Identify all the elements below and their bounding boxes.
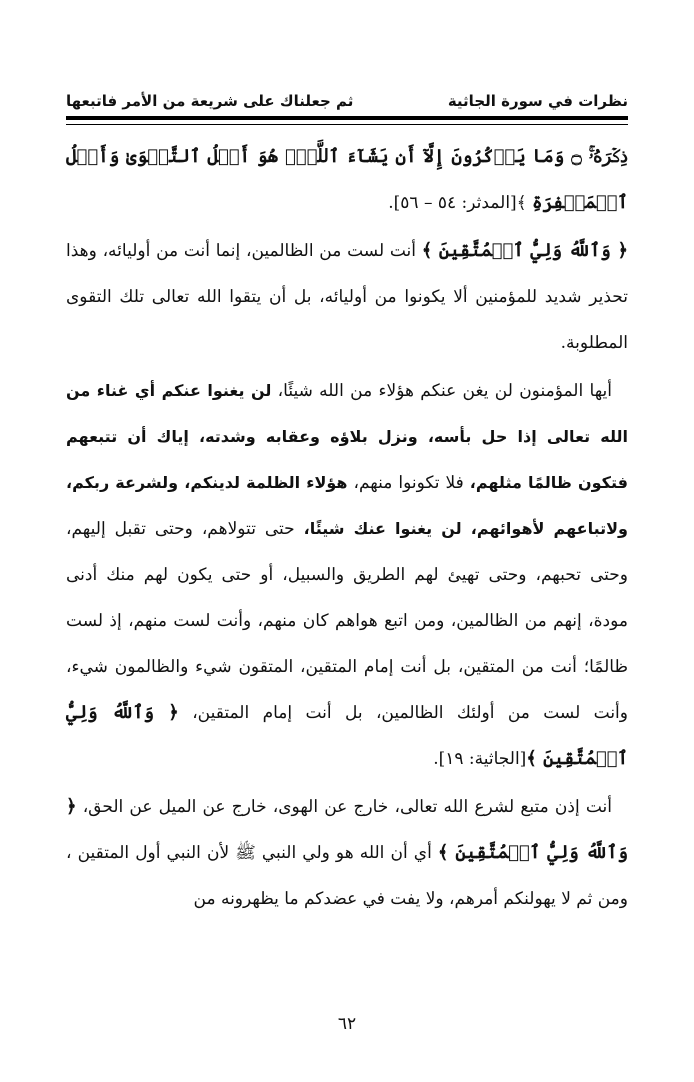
verse-reference: ﴾[المدثر: ٥٤ – ٥٦]. (388, 193, 527, 213)
paragraph-text: أنت لست من الظالمين، إنما أنت من أوليائه، وهذا تحذير شديد للمؤمنين ألا يكونوا من أوليائه، بل أن يتقوا الله تعالى تلك التقوى المطلوبة. (66, 241, 628, 353)
paragraph-text: حتى تتولاهم، وحتى تقبل إليهم، وحتى تحبهم، وحتى تهيئ لهم الطريق والسبيل، أو حتى يكون لهم منك أدنى مودة، إنهم من الظالمين، ومن اتبع هواهم كان منهم، وأنت لست منهم، إذ لست ظالمًا؛ أنت من المتقين، بل أنت إمام المتقين، المتقون شيء والظالمون شيء، وأنت لست من أولئك الظالمين، بل أنت إمام المتقين، (66, 519, 628, 723)
paragraph-3 (66, 368, 628, 782)
paragraph-1 (66, 134, 628, 226)
book-title: نظرات في سورة الجاثية (447, 92, 628, 110)
paragraph-2 (66, 228, 628, 366)
header-rule-thin (66, 124, 628, 125)
paragraph-text: أي أن الله هو ولي النبي ﷺ لأن النبي أول المتقين ، ومن ثم لا يهولنكم أمرهم، ولا يفت في عضدكم ما يظهرونه من (66, 843, 628, 909)
bold-text: هؤلاء الظلمة لدينكم، ولشرعة ربكم، ولاتباعهم لأهوائهم، لن يغنوا عنك شيئًا، (66, 473, 628, 538)
quran-verse: ذِكۡرَهُۥۚ ۝ وَمَا يَذۡكُرُونَ إِلَّآ أَن يَشَآءَ ٱللَّهُۚ هُوَ أَهۡلُ ٱلتَّقۡوَىٰ وَأَهۡلُ ٱلۡمَغۡفِرَةِ (66, 146, 628, 213)
header-rule-thick (66, 116, 628, 120)
quran-verse: ﴿ وَٱللَّهُ وَلِيُّ ٱلۡمُتَّقِينَ ﴾ (66, 702, 628, 769)
verse-reference: [الجاثية: ١٩]. (433, 749, 527, 769)
paragraph-text: أيها المؤمنون لن يغن عنكم هؤلاء من الله شيئًا، (271, 381, 613, 401)
running-header (66, 78, 628, 110)
chapter-title: ثم جعلناك على شريعة من الأمر فاتبعها (66, 92, 354, 110)
page-body (66, 134, 628, 924)
quran-verse: ﴿ وَٱللَّهُ وَلِيُّ ٱلۡمُتَّقِينَ ﴾ (66, 796, 628, 863)
page-number: ٦٢ (337, 1014, 357, 1034)
paragraph-text: أنت إذن متبع لشرع الله تعالى، خارج عن الهوى، خارج عن الميل عن الحق، (76, 797, 612, 817)
bold-text: لن يغنوا عنكم أي غناء من الله تعالى إذا حل بأسه، ونزل بلاؤه وعقابه وشدته، إياك أن تتبعهم فتكون ظالمًا مثلهم، (66, 381, 628, 492)
paragraph-text: فلا تكونوا منهم، (347, 473, 470, 493)
quran-verse: ﴿ وَٱللَّهُ وَلِيُّ ٱلۡمُتَّقِينَ ﴾ (421, 240, 628, 261)
paragraph-4 (66, 784, 628, 922)
